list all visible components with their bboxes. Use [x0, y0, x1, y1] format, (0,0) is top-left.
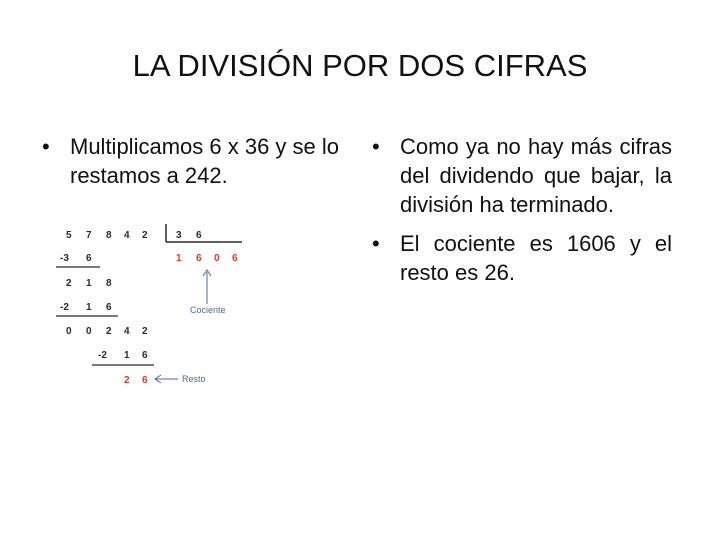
bullet-text: Como ya no hay más cifras del dividendo que bajar, la división ha terminado. [400, 134, 672, 217]
bullet-item [372, 229, 672, 287]
subtrahend-digit: 6 [86, 253, 92, 264]
quotient-digit: 6 [232, 253, 238, 264]
bullet-icon: • [42, 134, 50, 159]
dividend-digit: 4 [124, 230, 130, 241]
subtrahend-digit: -2 [60, 302, 69, 313]
remainder-digit: 8 [106, 278, 112, 289]
subtrahend-digit: 6 [106, 302, 112, 313]
remainder-label: Resto [182, 374, 206, 384]
divisor-digit: 3 [176, 230, 182, 241]
dividend-digit: 5 [66, 230, 72, 241]
remainder-digit: 0 [86, 326, 92, 337]
subtrahend-digit: 1 [86, 302, 92, 313]
subtrahend-digit: -2 [98, 350, 107, 361]
bullet-item [42, 132, 342, 190]
bullet-icon: • [372, 231, 380, 256]
bullet-text: El cociente es 1606 y el resto es 26. [400, 231, 672, 285]
quotient-digit: 1 [176, 253, 182, 264]
remainder-digit: 2 [106, 326, 112, 337]
division-diagram [44, 220, 274, 400]
remainder-digit: 0 [66, 326, 72, 337]
quotient-digit: 6 [196, 253, 202, 264]
remainder-digit: 4 [124, 326, 130, 337]
bullet-icon: • [372, 134, 380, 159]
subtrahend-digit: 1 [124, 350, 130, 361]
remainder-digit: 1 [86, 278, 92, 289]
final-remainder-digit: 6 [142, 375, 148, 386]
quotient-label: Cociente [190, 305, 226, 315]
dividend-digit: 7 [86, 230, 92, 241]
subtrahend-digit: -3 [60, 253, 69, 264]
final-remainder-digit: 2 [124, 375, 130, 386]
remainder-digit: 2 [142, 326, 148, 337]
right-column [372, 132, 672, 287]
divisor-digit: 6 [196, 230, 202, 241]
dividend-digit: 2 [142, 230, 148, 241]
subtrahend-digit: 6 [142, 350, 148, 361]
slide-title: LA DIVISIÓN POR DOS CIFRAS [132, 48, 588, 83]
left-column [42, 132, 342, 190]
dividend-digit: 8 [106, 230, 112, 241]
division-svg [44, 220, 274, 400]
quotient-digit: 0 [214, 253, 220, 264]
bullet-item [372, 132, 672, 219]
remainder-digit: 2 [66, 278, 72, 289]
bullet-text: Multiplicamos 6 x 36 y se lo restamos a 242. [70, 134, 339, 188]
